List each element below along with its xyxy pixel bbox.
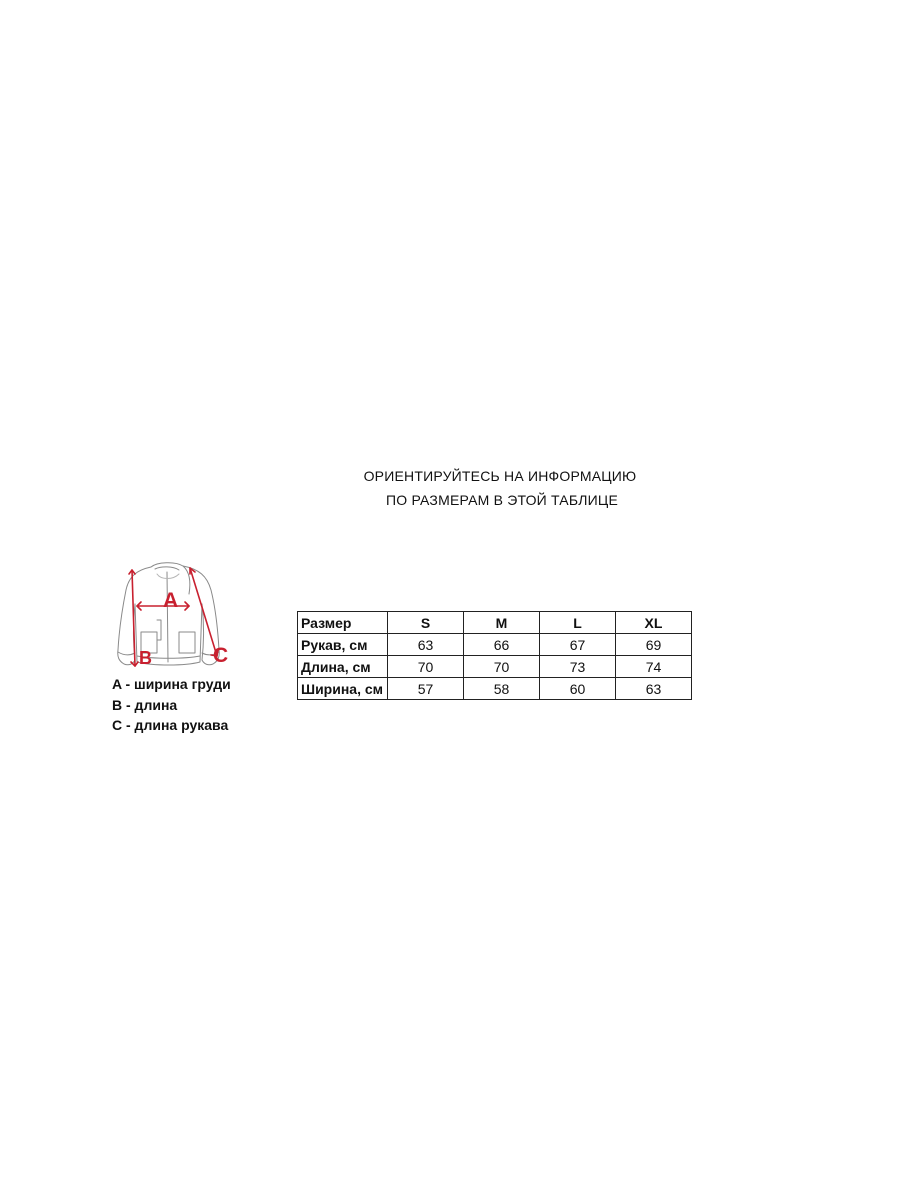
table-cell: 67 — [540, 634, 616, 656]
size-chart-heading — [300, 464, 700, 512]
legend-chest-width: A - ширина груди — [112, 676, 231, 692]
table-cell: 74 — [616, 656, 692, 678]
table-cell: 69 — [616, 634, 692, 656]
row-label-length: Длина, см — [298, 656, 388, 678]
table-cell: 63 — [616, 678, 692, 700]
table-cell: 57 — [388, 678, 464, 700]
table-row — [298, 634, 692, 656]
table-cell: 60 — [540, 678, 616, 700]
hoodie-jacket-illustration — [95, 560, 245, 672]
table-cell: 66 — [464, 634, 540, 656]
heading-line-2: ПО РАЗМЕРАМ В ЭТОЙ ТАБЛИЦЕ — [386, 492, 618, 508]
table-cell: 73 — [540, 656, 616, 678]
header-size-label: Размер — [298, 612, 388, 634]
header-size-m: M — [464, 612, 540, 634]
row-label-sleeve: Рукав, см — [298, 634, 388, 656]
table-row — [298, 656, 692, 678]
size-table — [297, 611, 692, 700]
label-b: B — [139, 648, 152, 668]
table-cell: 70 — [464, 656, 540, 678]
table-header-row — [298, 612, 692, 634]
legend-length: B - длина — [112, 696, 178, 713]
table-cell: 70 — [388, 656, 464, 678]
heading-line-1: ОРИЕНТИРУЙТЕСЬ НА ИНФОРМАЦИЮ — [363, 468, 637, 484]
table-cell: 58 — [464, 678, 540, 700]
header-size-l: L — [540, 612, 616, 634]
label-a: A — [163, 589, 179, 612]
table-row — [298, 678, 692, 700]
header-size-s: S — [388, 612, 464, 634]
label-c: C — [213, 644, 229, 667]
table-cell: 63 — [388, 634, 464, 656]
row-label-width: Ширина, см — [298, 678, 388, 700]
measurement-legend — [112, 674, 231, 736]
header-size-xl: XL — [616, 612, 692, 634]
legend-sleeve-length: C - длина рукава — [112, 717, 229, 733]
